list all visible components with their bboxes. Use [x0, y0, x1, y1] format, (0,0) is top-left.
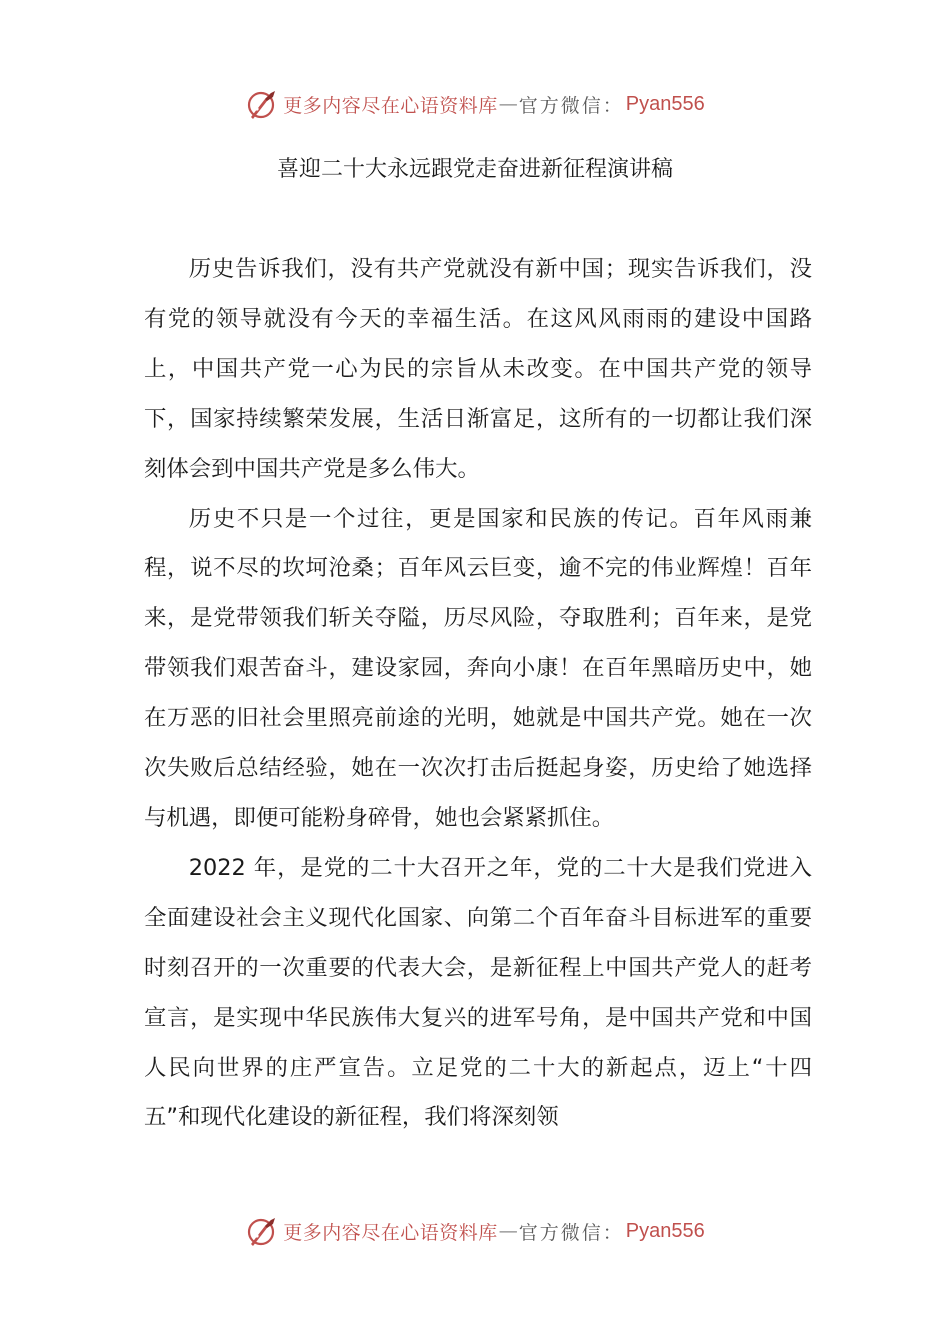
- banner-dash: —: [498, 1220, 518, 1242]
- pen-nib-icon: [245, 87, 279, 121]
- banner-wechat-id: Pyan556: [625, 92, 705, 115]
- paragraph-1: 历史告诉我们，没有共产党就没有新中国；现实告诉我们，没有党的领导就没有今天的幸福生活。在这风风雨雨的建设中国路上，中国共产党一心为民的宗旨从未改变。在中国共产党的领导下，国家持续繁荣发展，生活日渐富足，这所有的一切都让我们深刻体会到中国共产党是多么伟大。: [144, 256, 812, 482]
- paragraph-2: 历史不只是一个过往，更是国家和民族的传记。百年风雨兼程，说不尽的坎坷沧桑；百年风云巨变，逾不完的伟业辉煌！百年来，是党带领我们斩关夺隘，历尽风险，夺取胜利；百年来，是党带领我们艰苦奋斗，建设家园，奔向小康！在百年黑暗历史中，她在万恶的旧社会里照亮前途的光明，她就是中国共产党。她在一次次失败后总结经验，她在一次次打击后挺起身姿，历史给了她选择与机遇，即便可能粉身碎骨，她也会紧紧抓住。: [144, 505, 812, 831]
- pen-nib-icon: [245, 1214, 279, 1248]
- header-banner: [0, 84, 950, 124]
- banner-dash: —: [498, 93, 518, 115]
- banner-main-text: 更多内容尽在心语资料库: [283, 1221, 498, 1244]
- document-body: [144, 245, 812, 1143]
- paragraph-3: 2022 年，是党的二十大召开之年，党的二十大是我们党进入全面建设社会主义现代化国家、向第二个百年奋斗目标进军的重要时刻召开的一次重要的代表大会，是新征程上中国共产党人的赶考宣言，是实现中华民族伟大复兴的进军号角，是中国共产党和中国人民向世界的庄严宣告。立足党的二十大的新起点，迈上“十四五”和现代化建设的新征程，我们将深刻领: [144, 854, 812, 1131]
- banner-wechat-label: 官方微信：: [518, 1221, 624, 1244]
- banner-main-text: 更多内容尽在心语资料库: [283, 94, 498, 117]
- banner-wechat-id: Pyan556: [625, 1219, 705, 1242]
- banner-wechat-label: 官方微信：: [518, 94, 624, 117]
- footer-banner: [0, 1211, 950, 1251]
- document-title: 喜迎二十大永远跟党走奋进新征程演讲稿: [276, 157, 673, 182]
